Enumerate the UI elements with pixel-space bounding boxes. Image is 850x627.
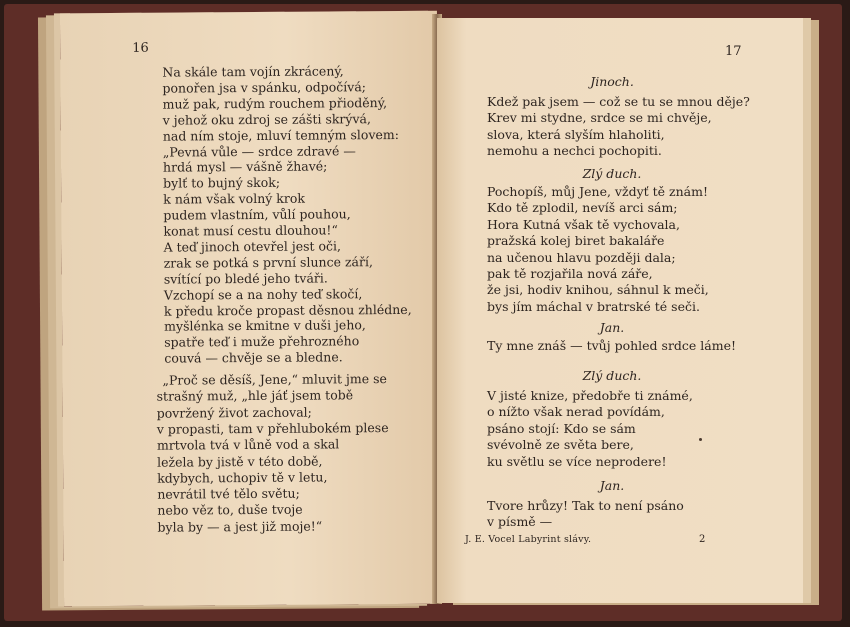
verse-line: v propasti, tam v přehlubokém plese (156, 419, 389, 437)
verse-line: byla by — a jest již moje!“ (157, 518, 323, 535)
verse-line: mrtvola tvá v lůně vod a skal (156, 436, 340, 453)
verse-line: Kdo tě zplodil, nevíš arci sám; (487, 200, 678, 216)
verse-line: Vzchopí se a na nohy teď skočí, (163, 285, 363, 303)
verse-line: slova, která slyším hlaholiti, (487, 126, 665, 142)
speaker-label: Zlý duch. (582, 166, 642, 181)
verse-line: muž pak, rudým rouchem přioděný, (162, 94, 388, 112)
verse-line: k předu kroče propast děsnou zhlédne, (163, 301, 412, 319)
verse-line: couvá — chvěje se a bledne. (164, 349, 343, 366)
verse-line: v jehož oku zdroj se zášti skrývá, (162, 110, 371, 128)
verse-line: hrdá mysl — vášně žhavé; (162, 158, 328, 175)
verse-line: Pochopíš, můj Jene, vždyť tě znám! (487, 184, 708, 199)
verse-line: konat musí cestu dlouhou!“ (163, 222, 338, 239)
verse-line: o nížto však nerad povídám, (487, 404, 665, 420)
verse-line: spatře teď i muže přehrozného (164, 333, 360, 350)
verse-line: „Proč se děsíš, Jene,“ mluvit jme se (162, 371, 387, 388)
verse-line: kdybych, uchopiv tě v letu, (157, 469, 328, 486)
verse-line: bys jím máchal v bratrské té seči. (487, 298, 700, 314)
speaker-label: Jinoch. (590, 74, 634, 89)
verse-line: psáno stojí: Kdo se sám (487, 420, 636, 436)
verse-line: zrak se potká s první slunce září, (163, 253, 373, 271)
verse-line: A teď jinoch otevřel jest oči, (163, 238, 342, 255)
verse-line: strašný muž, „hle jáť jsem tobě (156, 387, 354, 404)
verse-line: pak tě rozjařila nová záře, (487, 266, 653, 281)
verse-line: Hora Kutná však tě vychovala, (487, 216, 680, 232)
verse-line: ponořen jsa v spánku, odpočívá; (162, 79, 367, 96)
verse-line: Krev mi stydne, srdce se mi chvěje, (487, 110, 712, 126)
verse-line: nemohu a nechci pochopiti. (487, 143, 662, 159)
verse-line: Kdež pak jsem — což se tu se mnou děje? (487, 94, 750, 109)
verse-line: v písmě — (487, 514, 553, 530)
verse-line: že jsi, hodiv knihou, sáhnul k meči, (487, 282, 709, 298)
page-number-right: 17 (725, 44, 742, 59)
ink-speck (699, 438, 702, 441)
verse-line: myšlénka se kmitne v duši jeho, (164, 317, 366, 334)
verse-line: V jisté knize, předobře ti známé, (487, 388, 693, 403)
verse-line: „Pevná vůle — srdce zdravé — (162, 142, 356, 160)
page-footer: J. E. Vocel Labyrint slávy. (465, 534, 592, 545)
verse-line: Tvore hrůzy! Tak to není psáno (487, 498, 684, 513)
verse-line: Na skále tam vojín zkrácený, (162, 63, 344, 80)
speaker-label: Zlý duch. (582, 368, 642, 383)
verse-line: povržený život zachoval; (156, 404, 312, 421)
verse-line: Ty mne znáš — tvůj pohled srdce láme! (487, 338, 737, 353)
verse-line: ku světlu se více neprodere! (487, 453, 667, 469)
verse-line: svítící po bledé jeho tváři. (163, 270, 328, 287)
left-page (60, 11, 441, 607)
page-number-left: 16 (132, 40, 149, 56)
verse-line: nevrátil tvé tělo světu; (157, 485, 300, 502)
speaker-label: Jan. (599, 320, 625, 335)
right-page (437, 18, 803, 603)
verse-line: pražská kolej biret bakaláře (487, 233, 665, 249)
verse-line: ležela by jistě v této době, (157, 453, 323, 470)
verse-line: k nám však volný krok (163, 190, 305, 207)
verse-line: pudem vlastním, vůlí pouhou, (163, 206, 351, 223)
verse-line: nebo věz to, duše tvoje (157, 502, 303, 519)
speaker-label: Jan. (599, 478, 625, 493)
verse-line: nad ním stoje, mluví temným slovem: (162, 126, 399, 144)
signature-mark: 2 (699, 534, 706, 545)
verse-line: svévolně ze světa bere, (487, 437, 634, 453)
verse-line: na učenou hlavu později dala; (487, 249, 676, 265)
verse-line: bylť to bujný skok; (163, 175, 281, 191)
